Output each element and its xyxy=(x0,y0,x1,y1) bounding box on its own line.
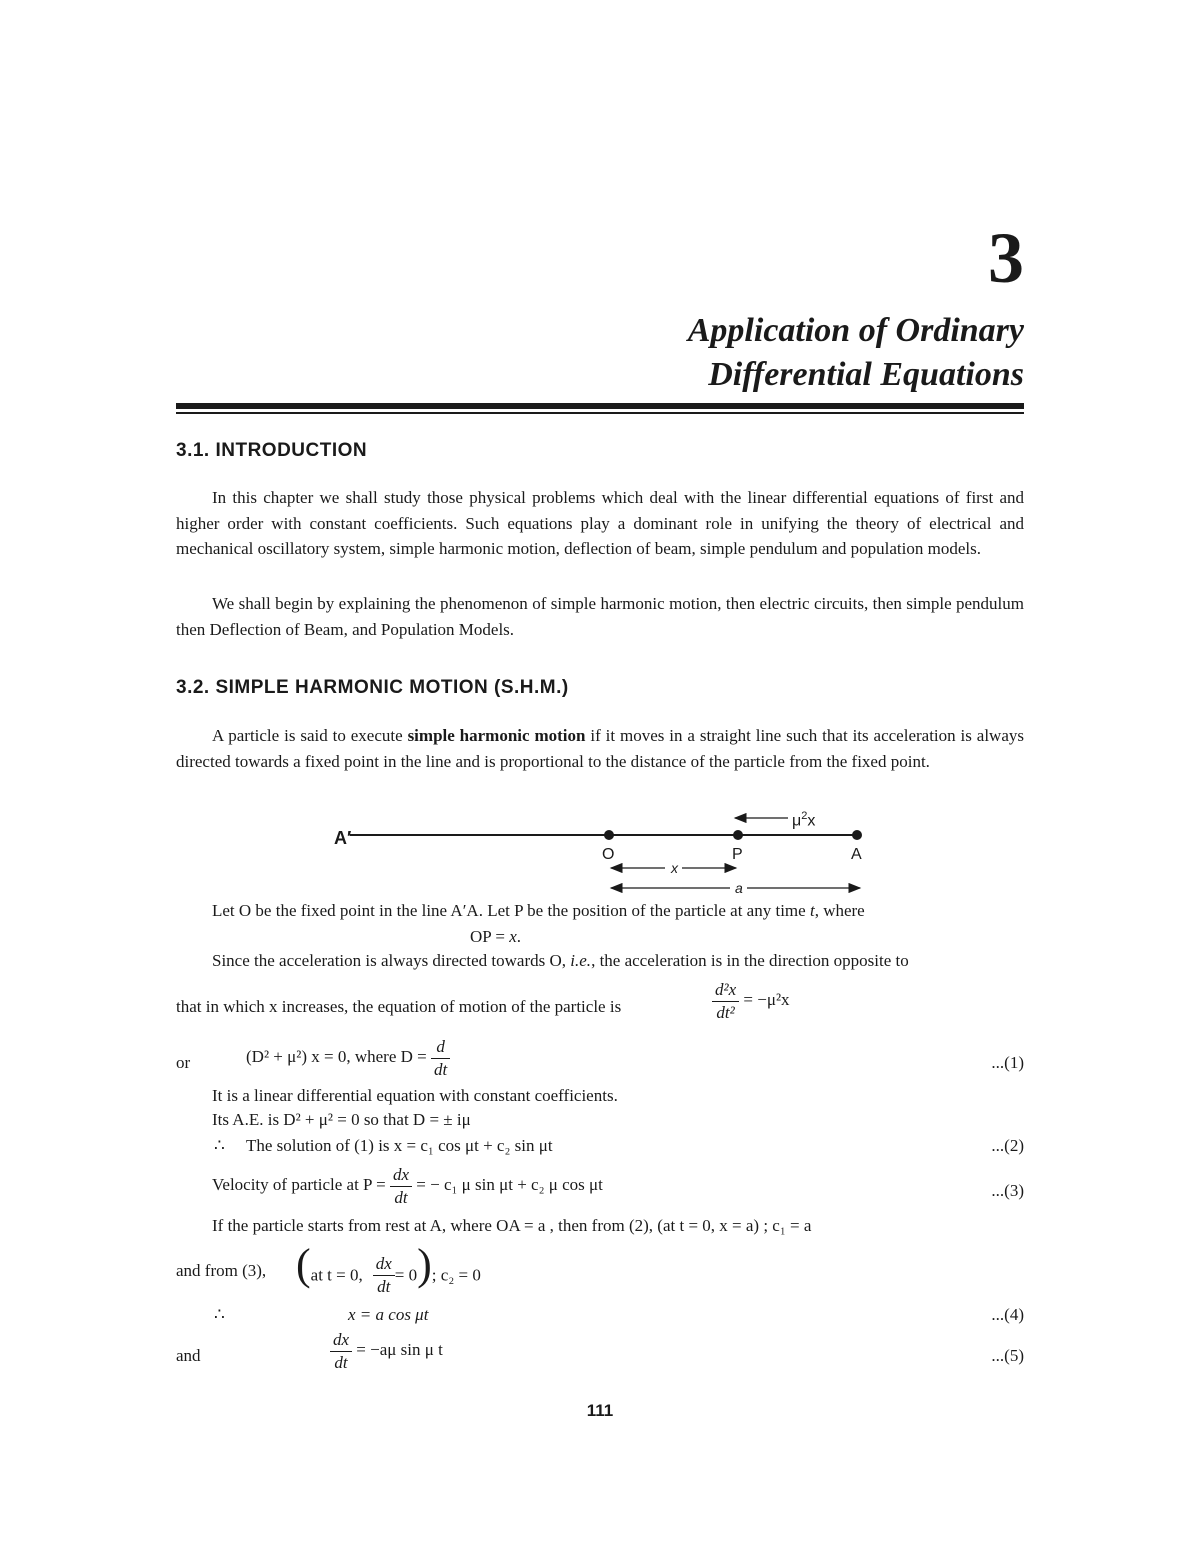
eq5-num: dx xyxy=(330,1330,352,1352)
chapter-number: 3 xyxy=(988,218,1024,298)
solution-line: The solution of (1) is x = c₁ cos μt + c₂ sin μt xyxy=(246,1136,553,1155)
shm-def-bold: simple harmonic motion xyxy=(407,726,586,745)
chapter-title-line2: Differential Equations xyxy=(708,356,1024,393)
from3-pre: and from (3), xyxy=(176,1261,267,1280)
eq1-den: dt xyxy=(433,1059,448,1079)
eqm-text: that in which x increases, the equation of motion of the particle is xyxy=(176,997,622,1016)
let-line-text: Let O be the fixed point in the line A′A. Let P be the position of the particle at any time xyxy=(212,901,810,920)
let-line-where: , where xyxy=(814,901,865,920)
therefore-2: ∴ xyxy=(214,1305,225,1324)
left-paren: ( xyxy=(296,1240,311,1289)
chapter-title-line1: Application of Ordinary xyxy=(687,312,1024,349)
eq2-number: ...(2) xyxy=(991,1136,1024,1155)
shm-def-pre: A particle is said to execute xyxy=(212,726,408,745)
velocity-num: dx xyxy=(390,1165,412,1187)
label-force-sup: 2 xyxy=(801,810,808,822)
eq5 xyxy=(330,1330,443,1372)
intro-paragraph-2-text: We shall begin by explaining the phenomenon of simple harmonic motion, then electric circuits, then simple pendulum then Deflection of Beam, and Population Models. xyxy=(176,594,1024,639)
from3-equation xyxy=(296,1240,481,1296)
label-A: A xyxy=(851,846,862,863)
velocity-fraction xyxy=(390,1165,412,1207)
eq1-number: ...(1) xyxy=(991,1053,1024,1072)
eq1-num: d xyxy=(431,1037,450,1059)
label-P: P xyxy=(732,846,743,863)
right-paren: ) xyxy=(417,1240,432,1289)
point-P xyxy=(733,830,743,840)
rest-line: If the particle starts from rest at A, where OA = a , then from (2), (at t = 0, x = a) ; c₁ = a xyxy=(212,1216,812,1235)
point-O xyxy=(604,830,614,840)
eq5-number: ...(5) xyxy=(991,1346,1024,1365)
intro-paragraph-2 xyxy=(176,591,1024,642)
or-label: or xyxy=(176,1053,191,1072)
eq3-number: ...(3) xyxy=(991,1181,1024,1200)
intro-paragraph-1-text: In this chapter we shall study those physical problems which deal with the linear differential equations of first and higher order with constant coefficients. Such equations play a dominant role in unifying the theory of electrical and mechanical oscillatory system, simple harmonic motion, deflection of beam, simple pendulum and population models. xyxy=(176,488,1024,558)
eq4: x = a cos μt xyxy=(348,1305,429,1324)
from3-fraction xyxy=(373,1254,395,1296)
op-eq-dot: . xyxy=(516,927,521,946)
ae-line: Its A.E. is D² + μ² = 0 so that D = ± iμ xyxy=(212,1110,471,1129)
op-eq-text: OP = xyxy=(470,927,510,946)
eq1-fraction xyxy=(431,1037,450,1079)
eqm-num: d²x xyxy=(712,980,739,1002)
let-line-t: t xyxy=(809,901,815,920)
eq1 xyxy=(246,1037,450,1079)
eq5-den: dt xyxy=(334,1352,348,1372)
label-force-mu: μ xyxy=(792,812,802,830)
op-equation xyxy=(470,928,521,945)
therefore-1: ∴ xyxy=(214,1136,225,1155)
eq5-rhs: = −aμ sin μ t xyxy=(352,1339,443,1359)
label-a: a xyxy=(735,880,743,896)
let-line xyxy=(212,902,865,919)
from3-den: dt xyxy=(377,1276,391,1296)
velocity-den: dt xyxy=(394,1187,408,1207)
since-rest: , the acceleration is in the direction opposite to xyxy=(591,951,909,970)
from3-post: ; c₂ = 0 xyxy=(431,1265,481,1285)
from3-num: dx xyxy=(373,1254,395,1276)
and-label: and xyxy=(176,1346,201,1365)
section-heading-shm: 3.2. SIMPLE HARMONIC MOTION (S.H.M.) xyxy=(176,677,569,698)
velocity-rhs: = − c₁ μ sin μt + c₂ μ cos μt xyxy=(412,1174,603,1194)
page-number: 111 xyxy=(586,1401,614,1420)
velocity-line xyxy=(212,1165,603,1207)
shm-def-post: if it moves in a straight line such that its acceleration is always directed towards a fixed point in the line and is proportional to the distance of the particle from the fixed point. xyxy=(176,726,1024,771)
op-eq-x: x xyxy=(509,927,517,946)
eq1-lhs: (D² + μ²) x = 0, where D = xyxy=(246,1046,431,1066)
eq5-fraction xyxy=(330,1330,352,1372)
linear-line: It is a linear differential equation with constant coefficients. xyxy=(212,1086,618,1105)
point-A xyxy=(852,830,862,840)
from3-at: at t = 0, xyxy=(310,1265,363,1285)
title-rule-thin xyxy=(176,412,1024,414)
eqm-den: dt² xyxy=(716,1002,735,1022)
label-force-x: x xyxy=(807,812,816,830)
velocity-pre: Velocity of particle at P = xyxy=(212,1174,390,1194)
since-line xyxy=(212,952,909,969)
title-rule-thick xyxy=(176,403,1024,409)
eq4-number: ...(4) xyxy=(991,1305,1024,1324)
label-force xyxy=(792,810,815,830)
shm-definition xyxy=(176,723,1024,774)
since-text: Since the acceleration is always directed towards O, xyxy=(212,951,567,970)
eqm-equation xyxy=(712,980,790,1022)
section-heading-introduction: 3.1. INTRODUCTION xyxy=(176,440,368,461)
label-aprime: A′ xyxy=(334,828,352,848)
eqm-fraction xyxy=(712,980,739,1022)
from3-eq: = 0 xyxy=(394,1265,418,1285)
since-ie: i.e. xyxy=(570,951,592,970)
label-x: x xyxy=(671,860,678,876)
intro-paragraph-1 xyxy=(176,485,1024,562)
label-O: O xyxy=(602,846,615,863)
eqm-rhs: = −μ²x xyxy=(739,989,790,1009)
